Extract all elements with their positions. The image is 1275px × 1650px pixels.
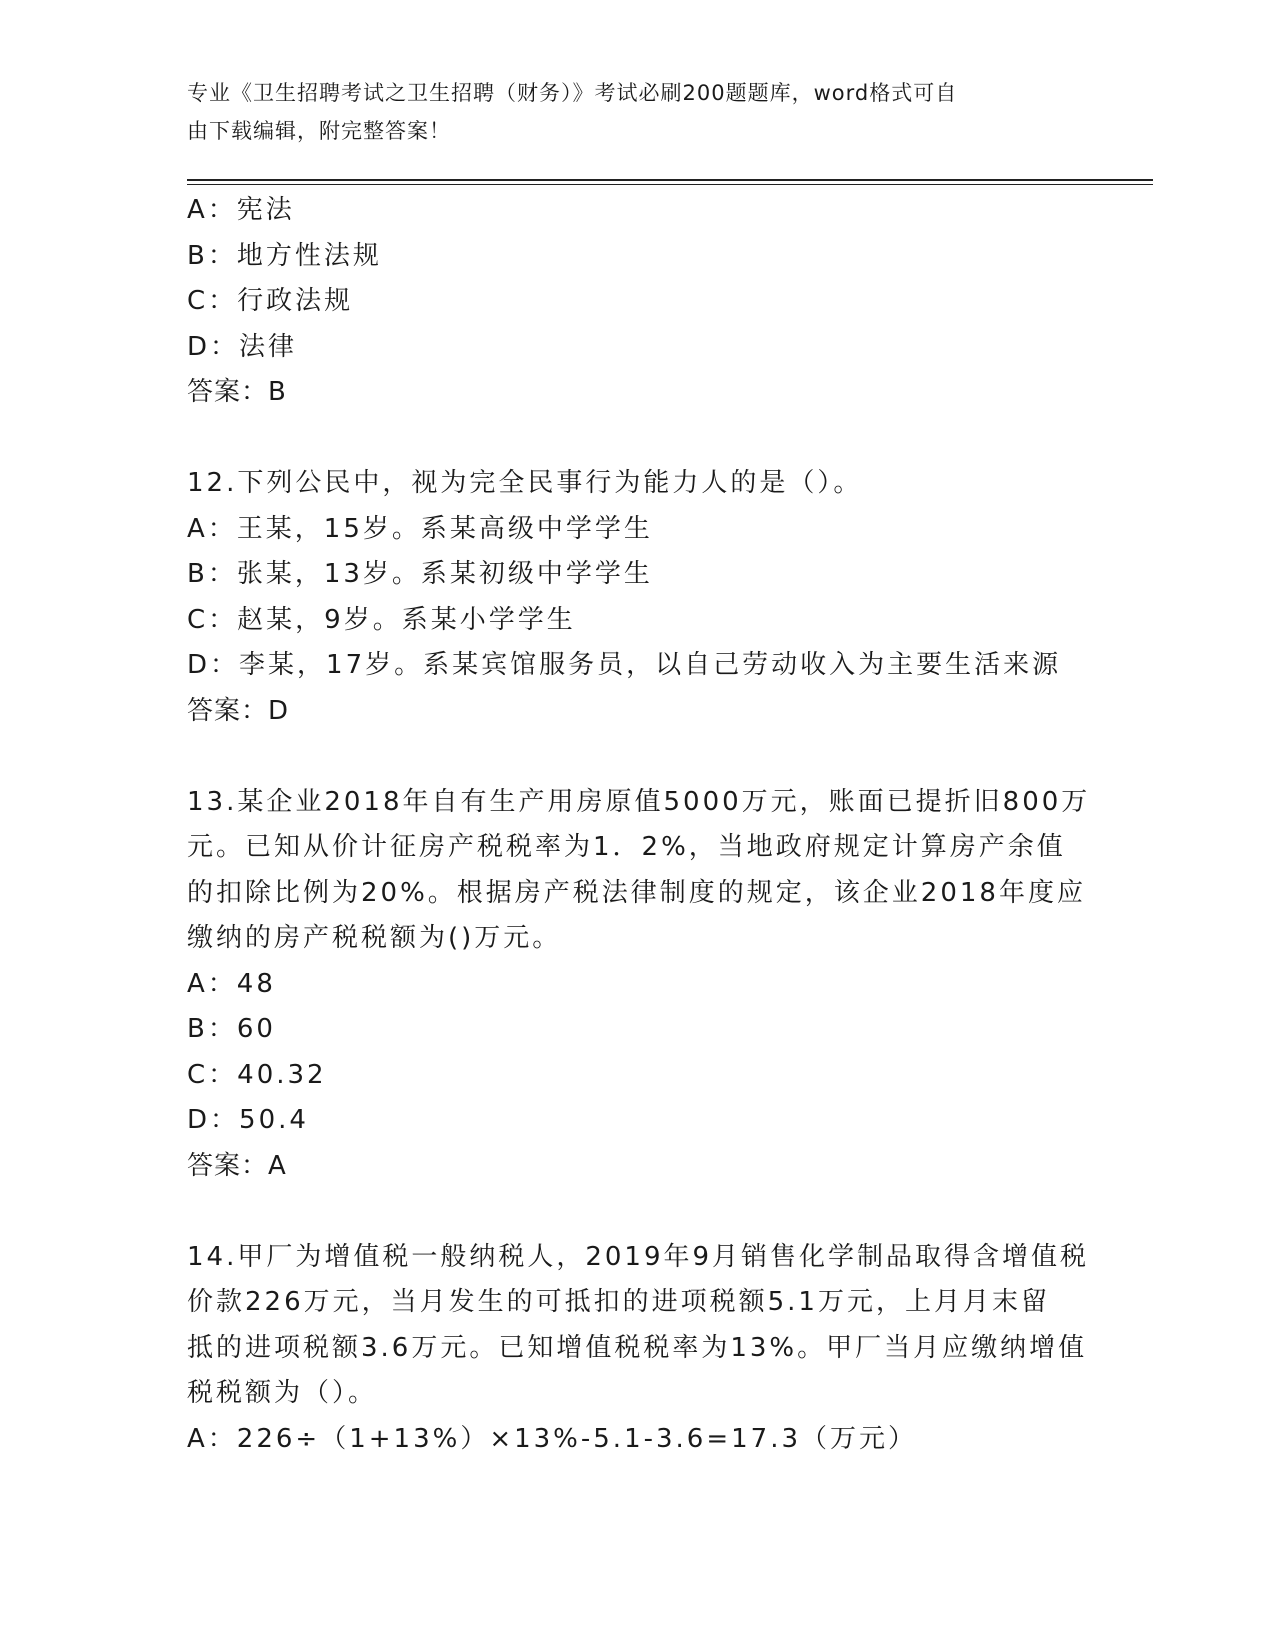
option-a: A：226÷（1+13%）×13%-5.1-3.6=17.3（万元） xyxy=(187,1423,918,1454)
spacer xyxy=(187,1189,1087,1235)
option-d: D：法律 xyxy=(187,331,298,362)
question-text-line-3: 的扣除比例为20%。根据房产税法律制度的规定，该企业2018年度应 xyxy=(187,877,1086,908)
question-13 xyxy=(187,780,1091,1190)
question-12 xyxy=(187,461,1087,734)
question-text-line-4: 缴纳的房产税税额为()万元。 xyxy=(187,923,562,953)
question-text-line-1: 14.甲厂为增值税一般纳税人，2019年9月销售化学制品取得含增值税 xyxy=(187,1241,1090,1272)
answer-line: 答案：A xyxy=(187,1150,287,1181)
header-line-1: 专业《卫生招聘考试之卫生招聘（财务）》考试必刷200题题库，word格式可自 xyxy=(187,81,958,105)
option-b: B：张某，13岁。系某初级中学学生 xyxy=(187,559,653,589)
header-divider-thin xyxy=(187,184,1153,185)
header-divider-thick xyxy=(187,179,1153,181)
document-body xyxy=(187,188,1091,1462)
option-b: B：地方性法规 xyxy=(187,240,382,271)
question-text-line-2: 价款226万元，当月发生的可抵扣的进项税额5.1万元，上月月末留 xyxy=(187,1287,1050,1317)
option-b: B：60 xyxy=(187,1014,276,1044)
option-c: C：40.32 xyxy=(187,1059,327,1090)
spacer xyxy=(187,416,1087,462)
option-d: D：李某，17岁。系某宾馆服务员，以自己劳动收入为主要生活来源 xyxy=(187,650,1062,680)
question-text-line-4: 税税额为（）。 xyxy=(187,1378,378,1408)
document-header xyxy=(187,74,1067,150)
header-line-2: 由下载编辑，附完整答案！ xyxy=(187,119,451,143)
answer-line: 答案：B xyxy=(187,377,287,407)
question-text-line-1: 13.某企业2018年自有生产用房原值5000万元，账面已提折旧800万 xyxy=(187,786,1091,817)
answer-line: 答案：D xyxy=(187,695,290,726)
question-text: 12.下列公民中，视为完全民事行为能力人的是（）。 xyxy=(187,468,863,498)
question-11 xyxy=(187,188,1087,416)
option-c: C：赵某，9岁。系某小学学生 xyxy=(187,604,576,635)
question-14 xyxy=(187,1235,1090,1463)
option-a: A：王某，15岁。系某高级中学学生 xyxy=(187,513,653,544)
option-c: C：行政法规 xyxy=(187,286,354,316)
question-text-line-3: 抵的进项税额3.6万元。已知增值税税率为13%。甲厂当月应缴纳增值 xyxy=(187,1332,1088,1363)
spacer xyxy=(187,734,1087,780)
question-text-line-2: 元。已知从价计征房产税税率为1．2%，当地政府规定计算房产余值 xyxy=(187,832,1066,862)
option-d: D：50.4 xyxy=(187,1105,309,1135)
option-a: A：48 xyxy=(187,968,276,999)
option-a: A：宪法 xyxy=(187,195,295,225)
